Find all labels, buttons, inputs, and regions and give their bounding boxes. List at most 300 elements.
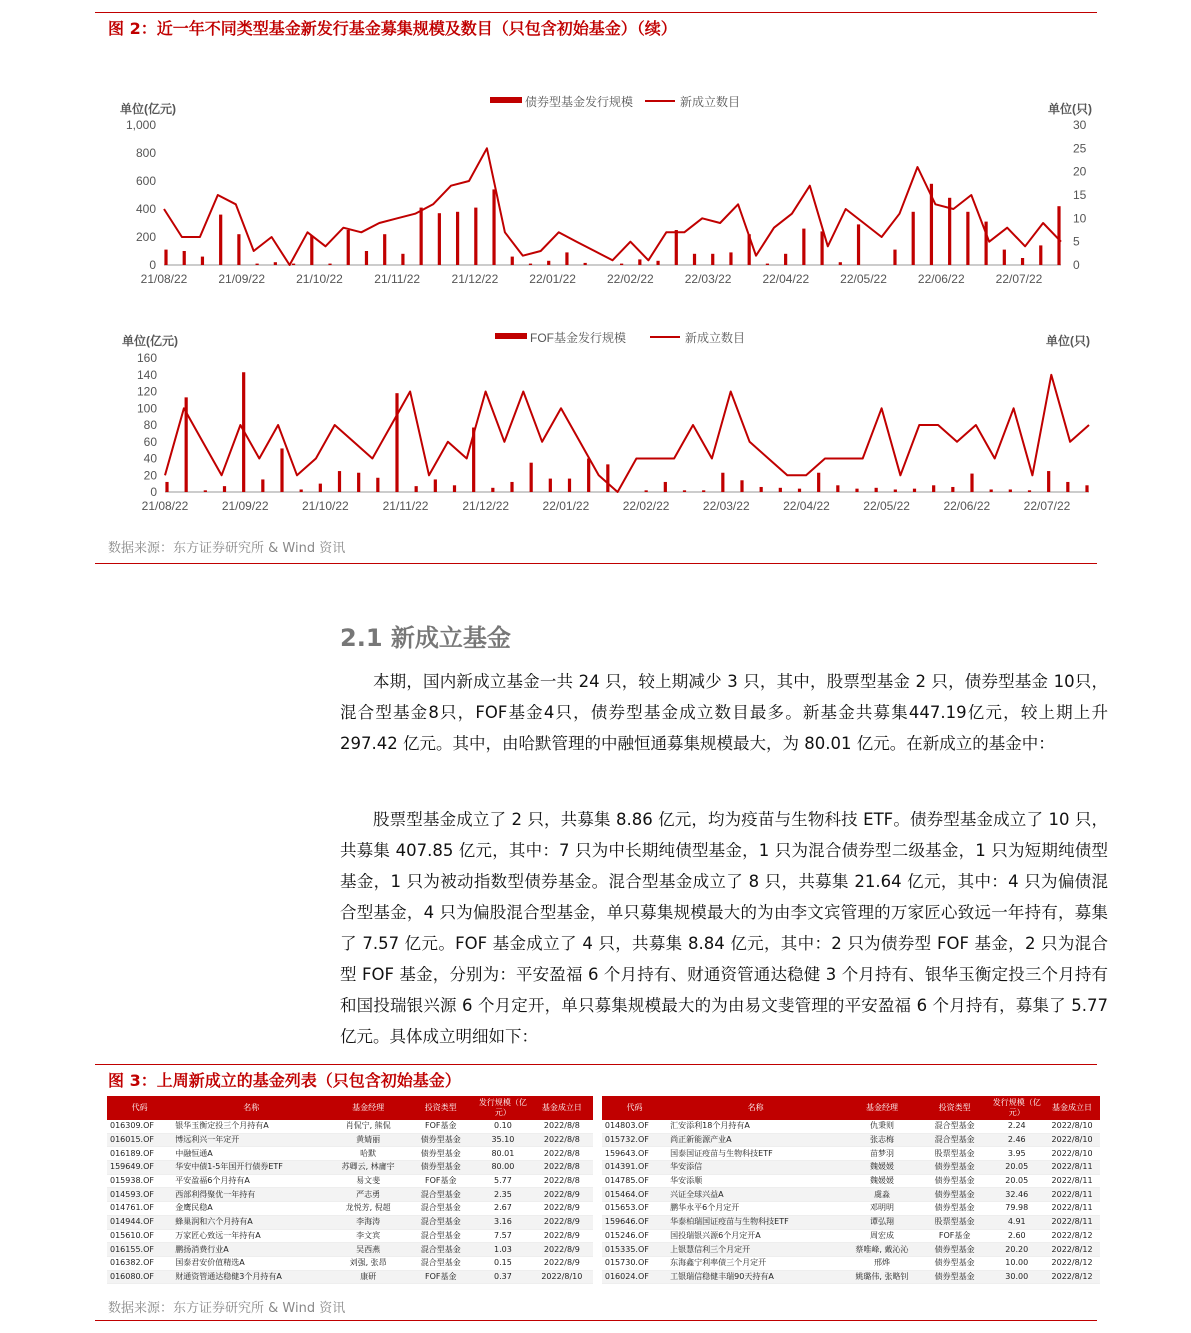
x-axis-tick: 22/05/22 (840, 272, 887, 286)
bar (530, 463, 533, 492)
table-cell: 014761.OF (107, 1202, 172, 1216)
x-axis-tick: 21/09/22 (221, 499, 269, 513)
right-axis-unit: 单位(只) (1048, 102, 1092, 116)
table-cell: 兴证全球兴益A (667, 1188, 844, 1202)
table-cell: 2022/8/12 (1044, 1270, 1100, 1284)
table-cell: 2022/8/11 (1044, 1161, 1100, 1175)
table-gap (593, 1120, 601, 1133)
bar (280, 448, 283, 492)
bar (300, 489, 303, 492)
x-axis-tick: 21/12/22 (451, 272, 499, 286)
table-cell: 2022/8/9 (530, 1215, 593, 1229)
bar (893, 250, 896, 265)
table-cell: 3.95 (989, 1147, 1044, 1161)
bar (438, 213, 441, 265)
bar (784, 254, 787, 265)
left-axis-tick: 0 (149, 258, 156, 272)
table-cell: 金鹰民稳A (172, 1202, 330, 1216)
table-cell: 2022/8/10 (530, 1270, 593, 1284)
left-axis-tick: 120 (136, 384, 157, 399)
table-gap (593, 1202, 601, 1216)
bar (1047, 471, 1050, 492)
table-cell: 黄婧丽 (330, 1133, 406, 1147)
paragraph-2: 股票型基金成立了 2 只，共募集 8.86 亿元，均为疫苗与生物科技 ETF。债券型基金成立了 10 只，共募集 407.85 亿元，其中：7 只为中长期纯债型基金，1 只为混合债券型二级基金，1 只为短期纯债型基金，1 只为被动指数型债券基金。混合型基金成立了 8 只，共募集 21.64 亿元，其中：4 只为偏债混合型基金，4 只为偏股混合型基金，单只募集规模最大的为由李文宾管理的万家匠心致远一年持有，募集了 7.57 亿元。FOF 基金成立了 4 只，共募集 8.84 亿元，其中：2 只为债券型 FOF 基金，2 只为混合型 FOF 基金，分别为：平安盈福 6 个月持有、财通资管通达稳健 3 个月持有、银华玉衡定投三个月持有和国投瑞银兴源 6 个月定开，单只募集规模最大的为由易文斐管理的平安盈福 6 个月持有，募集了 5.77 亿元。具体成立明细如下： (340, 810, 1108, 1046)
table-cell: 016015.OF (107, 1133, 172, 1147)
table-cell: 李文宾 (330, 1229, 406, 1243)
table-cell: 华泰柏瑞国证疫苗与生物科技ETF (667, 1215, 844, 1229)
table-cell: 2022/8/8 (530, 1161, 593, 1175)
bar (729, 252, 732, 265)
right-axis-tick: 20 (1073, 164, 1087, 179)
table-cell: 2022/8/11 (1044, 1174, 1100, 1188)
table-cell: 债券型基金 (406, 1133, 475, 1147)
table-cell: 中融恒通A (172, 1147, 330, 1161)
table-cell: FOF基金 (406, 1120, 475, 1133)
left-axis-tick: 160 (136, 351, 157, 365)
bar (511, 257, 514, 265)
table-cell: 2022/8/12 (1044, 1229, 1100, 1243)
table-cell: 混合型基金 (406, 1202, 475, 1216)
bar (256, 264, 259, 265)
bar (565, 252, 568, 265)
x-axis-tick: 22/06/22 (943, 499, 991, 513)
bar (645, 490, 648, 492)
table-cell: 016189.OF (107, 1147, 172, 1161)
table-cell: 债券型基金 (920, 1202, 989, 1216)
left-axis-tick: 1,000 (125, 118, 156, 132)
series-line (164, 148, 1061, 265)
bar (201, 257, 204, 265)
table-cell: 2.60 (989, 1229, 1044, 1243)
legend-bar-label: 债券型基金发行规模 (525, 95, 634, 109)
table-cell: 2.67 (476, 1202, 531, 1216)
table-cell: 014803.OF (602, 1120, 667, 1133)
table-cell: 上银慧信利三个月定开 (667, 1243, 844, 1257)
table-cell: 吴西燕 (330, 1243, 406, 1257)
x-axis-tick: 22/06/22 (917, 272, 965, 286)
legend-line-label: 新成立数目 (680, 95, 741, 109)
table-cell: 0.15 (476, 1256, 531, 1270)
table-row (107, 1188, 1100, 1202)
bar (319, 484, 322, 492)
table-cell: 混合型基金 (406, 1256, 475, 1270)
figure3-top-rule (95, 1064, 1097, 1065)
table-row (107, 1161, 1100, 1175)
right-axis-tick: 5 (1073, 234, 1080, 249)
table-cell: 32.46 (989, 1188, 1044, 1202)
series-line (165, 375, 1089, 492)
bar (857, 224, 860, 265)
table-cell: 016024.OF (602, 1270, 667, 1284)
table-cell: 债券型基金 (920, 1270, 989, 1284)
bar (932, 485, 935, 492)
right-axis-tick: 10 (1073, 211, 1087, 226)
table-cell: 鹏扬消费行业A (172, 1243, 330, 1257)
table-cell: 2.35 (476, 1188, 531, 1202)
bar (549, 479, 552, 492)
left-axis-tick: 0 (150, 485, 157, 499)
bar (1039, 245, 1042, 265)
bar (683, 490, 686, 492)
x-axis-tick: 22/04/22 (783, 499, 830, 513)
table-cell: 2022/8/10 (1044, 1147, 1100, 1161)
table-cell: 2022/8/11 (1044, 1188, 1100, 1202)
table-row (107, 1215, 1100, 1229)
table-cell: 龙悦芳, 倪超 (330, 1202, 406, 1216)
table-cell: 东海鑫宁利率债三个月定开 (667, 1256, 844, 1270)
header-manager: 基金经理 (844, 1096, 920, 1120)
table-cell: 2.46 (989, 1133, 1044, 1147)
table-cell: 混合型基金 (406, 1188, 475, 1202)
table-cell: 159643.OF (602, 1147, 667, 1161)
table-gap (593, 1270, 601, 1284)
table-cell: 姚璐伟, 张略钊 (844, 1270, 920, 1284)
table-row (107, 1120, 1100, 1133)
table-cell: 016155.OF (107, 1243, 172, 1257)
table-cell: 2022/8/12 (1044, 1243, 1100, 1257)
bar (587, 459, 590, 493)
bar (970, 474, 973, 492)
header-code: 代码 (107, 1096, 172, 1120)
table-cell: 2022/8/11 (1044, 1215, 1100, 1229)
table-cell: 债券型基金 (920, 1174, 989, 1188)
table-cell: 华安添信 (667, 1161, 844, 1175)
table-cell: 易文斐 (330, 1174, 406, 1188)
bar (766, 264, 769, 265)
bar (401, 254, 404, 265)
left-axis-tick: 200 (135, 230, 156, 244)
table-gap (593, 1229, 601, 1243)
x-axis-tick: 22/04/22 (762, 272, 810, 286)
table-cell: 2022/8/10 (1044, 1120, 1100, 1133)
table-cell: 混合型基金 (920, 1120, 989, 1133)
new-funds-table (107, 1096, 1100, 1284)
bar (529, 264, 532, 265)
table-cell: 国泰国证疫苗与生物科技ETF (667, 1147, 844, 1161)
table-cell: 016382.OF (107, 1256, 172, 1270)
table-gap (593, 1161, 601, 1175)
left-axis-unit: 单位(亿元) (120, 102, 176, 116)
table-row (107, 1202, 1100, 1216)
bar (664, 482, 667, 492)
header-name: 名称 (667, 1096, 844, 1120)
x-axis-tick: 22/07/22 (995, 272, 1043, 286)
table-cell: 严志勇 (330, 1188, 406, 1202)
bar (606, 464, 609, 492)
table-row (107, 1270, 1100, 1284)
bar (510, 482, 513, 492)
table-cell: 016309.OF (107, 1120, 172, 1133)
table-cell: 015730.OF (602, 1256, 667, 1270)
x-axis-tick: 21/08/22 (140, 272, 188, 286)
bar (547, 261, 550, 265)
bar (310, 236, 313, 265)
table-cell: 159646.OF (602, 1215, 667, 1229)
bar (223, 486, 226, 492)
bar (966, 212, 969, 265)
figure3-title: 图 3：上周新成立的基金列表（只包含初始基金） (108, 1071, 461, 1090)
table-cell: 30.00 (989, 1270, 1044, 1284)
table-cell: 014593.OF (107, 1188, 172, 1202)
table-cell: 蜂巢润和六个月持有A (172, 1215, 330, 1229)
table-cell: 159649.OF (107, 1161, 172, 1175)
table-cell: 20.20 (989, 1243, 1044, 1257)
table-cell: 0.10 (476, 1120, 531, 1133)
left-axis-tick: 40 (143, 451, 157, 466)
bar (693, 254, 696, 265)
x-axis-tick: 22/05/22 (863, 499, 910, 513)
bar (1021, 258, 1024, 265)
table-cell: 015246.OF (602, 1229, 667, 1243)
header-type: 投资类型 (406, 1096, 475, 1120)
table-cell: 邢烨 (844, 1256, 920, 1270)
table-cell: 债券型基金 (920, 1243, 989, 1257)
bar (383, 234, 386, 265)
table-gap (593, 1174, 601, 1188)
bar (456, 212, 459, 265)
table-cell: 华安添顺 (667, 1174, 844, 1188)
bar (415, 486, 418, 492)
table-row (107, 1133, 1100, 1147)
table-row (107, 1229, 1100, 1243)
table-cell: 015938.OF (107, 1174, 172, 1188)
figure3-source: 数据来源：东方证券研究所 & Wind 资讯 (108, 1301, 346, 1316)
table-cell: 015335.OF (602, 1243, 667, 1257)
bar (836, 485, 839, 492)
bar (740, 480, 743, 492)
table-row (107, 1256, 1100, 1270)
table-cell: 刘强, 张昂 (330, 1256, 406, 1270)
table-cell: 016080.OF (107, 1270, 172, 1284)
bar (820, 231, 823, 265)
table-cell: 债券型基金 (920, 1256, 989, 1270)
table-cell: 仇秉则 (844, 1120, 920, 1133)
x-axis-tick: 22/02/22 (622, 499, 670, 513)
x-axis-tick: 21/10/22 (296, 272, 343, 286)
bar (656, 261, 659, 265)
x-axis-tick: 22/07/22 (1023, 499, 1071, 513)
table-gap (593, 1256, 601, 1270)
table-cell: 债券型基金 (406, 1147, 475, 1161)
bar (1028, 490, 1031, 492)
bar (817, 473, 820, 492)
table-cell: 2022/8/8 (530, 1147, 593, 1161)
legend-bar-swatch (490, 97, 522, 103)
bar (584, 263, 587, 265)
section-title: 2.1 新成立基金 (340, 624, 511, 652)
paragraph-1: 本期，国内新成立基金一共 24 只，较上期减少 3 只，其中，股票型基金 2 只，债券型基金 10只，混合型基金8只，FOF基金4只，债券型基金成立数目最多。新基金共募集447.19亿元，较上期上升 297.42 亿元。其中，由哈默管理的中融恒通募集规模最大，为 80.01 亿元。在新成立的基金中： (340, 672, 1108, 753)
table-cell: 混合型基金 (406, 1243, 475, 1257)
bar (204, 490, 207, 492)
table-cell: 苏卿云, 林庸宇 (330, 1161, 406, 1175)
left-axis-tick: 20 (143, 468, 157, 483)
figure2-bottom-rule (95, 563, 1097, 564)
right-axis-tick: 25 (1073, 141, 1087, 156)
bar (894, 489, 897, 492)
fof-fund-chart (0, 322, 1191, 522)
table-cell: 谭弘翔 (844, 1215, 920, 1229)
bar (274, 262, 277, 265)
table-gap (593, 1188, 601, 1202)
table-cell: 工银瑞信稳健丰瑞90天持有A (667, 1270, 844, 1284)
table-cell: 鹏华永平6个月定开 (667, 1202, 844, 1216)
table-cell: 魏媛媛 (844, 1174, 920, 1188)
table-cell: 2022/8/8 (530, 1174, 593, 1188)
table-cell: 20.05 (989, 1174, 1044, 1188)
table-cell: 7.57 (476, 1229, 531, 1243)
table-cell: 20.05 (989, 1161, 1044, 1175)
legend-bar-swatch (495, 333, 527, 339)
table-cell: 2022/8/9 (530, 1202, 593, 1216)
table-cell: 015610.OF (107, 1229, 172, 1243)
table-cell: 4.91 (989, 1215, 1044, 1229)
left-axis-tick: 60 (143, 434, 157, 449)
figure2-title: 图 2：近一年不同类型基金新发行基金募集规模及数目（只包含初始基金）（续） (108, 19, 677, 38)
table-cell: 3.16 (476, 1215, 531, 1229)
table-cell: 2022/8/10 (1044, 1133, 1100, 1147)
x-axis-tick: 21/10/22 (302, 499, 349, 513)
table-cell: 万家匠心致远一年持有A (172, 1229, 330, 1243)
header-name: 名称 (172, 1096, 330, 1120)
bar (990, 489, 993, 492)
table-cell: 尚正新能源产业A (667, 1133, 844, 1147)
table-cell: 周宏成 (844, 1229, 920, 1243)
table-cell: FOF基金 (920, 1229, 989, 1243)
header-code: 代码 (602, 1096, 667, 1120)
left-axis-tick: 400 (135, 202, 156, 216)
header-gap (593, 1096, 601, 1120)
bar (839, 262, 842, 265)
table-cell: 015464.OF (602, 1188, 667, 1202)
table-cell: 2022/8/9 (530, 1188, 593, 1202)
table-cell: 混合型基金 (406, 1229, 475, 1243)
x-axis-tick: 21/09/22 (218, 272, 266, 286)
right-axis-unit: 单位(只) (1046, 334, 1090, 348)
table-cell: 015653.OF (602, 1202, 667, 1216)
bar (1057, 206, 1060, 265)
table-cell: 康研 (330, 1270, 406, 1284)
table-cell: 博远利兴一年定开 (172, 1133, 330, 1147)
bar (328, 264, 331, 265)
table-cell: 0.37 (476, 1270, 531, 1284)
right-axis-tick: 0 (1073, 258, 1080, 272)
bar (568, 479, 571, 492)
header-date: 基金成立日 (530, 1096, 593, 1120)
table-cell: 债券型基金 (920, 1161, 989, 1175)
header-size: 发行规模（亿元） (989, 1096, 1044, 1120)
bar (1003, 250, 1006, 265)
table-cell: 015732.OF (602, 1133, 667, 1147)
bar (491, 488, 494, 492)
top-rule (95, 12, 1097, 13)
table-row (107, 1174, 1100, 1188)
bar (620, 264, 623, 265)
table-cell: 2022/8/9 (530, 1229, 593, 1243)
table-cell: 债券型基金 (920, 1188, 989, 1202)
table-cell: 2022/8/12 (1044, 1256, 1100, 1270)
table-gap (593, 1215, 601, 1229)
left-axis-tick: 600 (135, 174, 156, 188)
table-cell: 014785.OF (602, 1174, 667, 1188)
bar (1009, 489, 1012, 492)
table-cell: 华安中债1-5年国开行债券ETF (172, 1161, 330, 1175)
bar (347, 230, 350, 265)
x-axis-tick: 22/03/22 (684, 272, 732, 286)
table-cell: 80.01 (476, 1147, 531, 1161)
bar (638, 259, 641, 265)
table-cell: 10.00 (989, 1256, 1044, 1270)
table-cell: 2022/8/9 (530, 1256, 593, 1270)
bar (261, 479, 264, 492)
bottom-rule (95, 1320, 1097, 1321)
legend-bar-label: FOF基金发行规模 (530, 331, 626, 345)
table-cell: 2022/8/9 (530, 1243, 593, 1257)
left-axis-tick: 80 (143, 418, 157, 432)
table-cell: 1.03 (476, 1243, 531, 1257)
table-cell: 2022/8/8 (530, 1120, 593, 1133)
header-size: 发行规模（亿元） (476, 1096, 531, 1120)
bar (376, 478, 379, 492)
table-gap (593, 1147, 601, 1161)
table-cell: 邓明明 (844, 1202, 920, 1216)
bar (798, 489, 801, 492)
x-axis-tick: 21/11/22 (374, 272, 421, 286)
bar (675, 230, 678, 265)
bar (760, 487, 763, 492)
table-cell: 汇安添利18个月持有A (667, 1120, 844, 1133)
bar (474, 208, 477, 265)
table-cell: 肖侃宁, 熊侃 (330, 1120, 406, 1133)
table-cell: 5.77 (476, 1174, 531, 1188)
x-axis-tick: 21/11/22 (382, 499, 429, 513)
table-gap (593, 1243, 601, 1257)
legend-line-label: 新成立数目 (685, 331, 746, 345)
table-gap (593, 1133, 601, 1147)
x-axis-tick: 21/08/22 (141, 499, 189, 513)
left-axis-unit: 单位(亿元) (122, 334, 178, 348)
x-axis-tick: 22/03/22 (702, 499, 750, 513)
table-cell: 魏媛媛 (844, 1161, 920, 1175)
table-cell: FOF基金 (406, 1270, 475, 1284)
table-cell: 014944.OF (107, 1215, 172, 1229)
table-cell: 35.10 (476, 1133, 531, 1147)
x-axis-tick: 21/12/22 (462, 499, 510, 513)
table-cell: 国投瑞银兴源6个月定开A (667, 1229, 844, 1243)
table-cell: 债券型基金 (406, 1161, 475, 1175)
table-cell: 股票型基金 (920, 1147, 989, 1161)
table-cell: FOF基金 (406, 1174, 475, 1188)
x-axis-tick: 22/01/22 (529, 272, 576, 286)
bar (357, 473, 360, 492)
bar (292, 264, 295, 265)
table-cell: 李海涛 (330, 1215, 406, 1229)
bar (338, 471, 341, 492)
table-row (107, 1147, 1100, 1161)
left-axis-tick: 100 (136, 401, 157, 416)
table-cell: 股票型基金 (920, 1215, 989, 1229)
bar (1066, 482, 1069, 492)
table-cell: 平安盈福6个月持有A (172, 1174, 330, 1188)
table-cell: 79.98 (989, 1202, 1044, 1216)
x-axis-tick: 22/01/22 (542, 499, 590, 513)
table-row (107, 1243, 1100, 1257)
x-axis-tick: 22/02/22 (607, 272, 654, 286)
bar (802, 229, 805, 265)
table-cell: 银华玉衡定投三个月持有A (172, 1120, 330, 1133)
table-cell: 哈默 (330, 1147, 406, 1161)
table-cell: 国泰君安价值精选A (172, 1256, 330, 1270)
bar (219, 215, 222, 265)
